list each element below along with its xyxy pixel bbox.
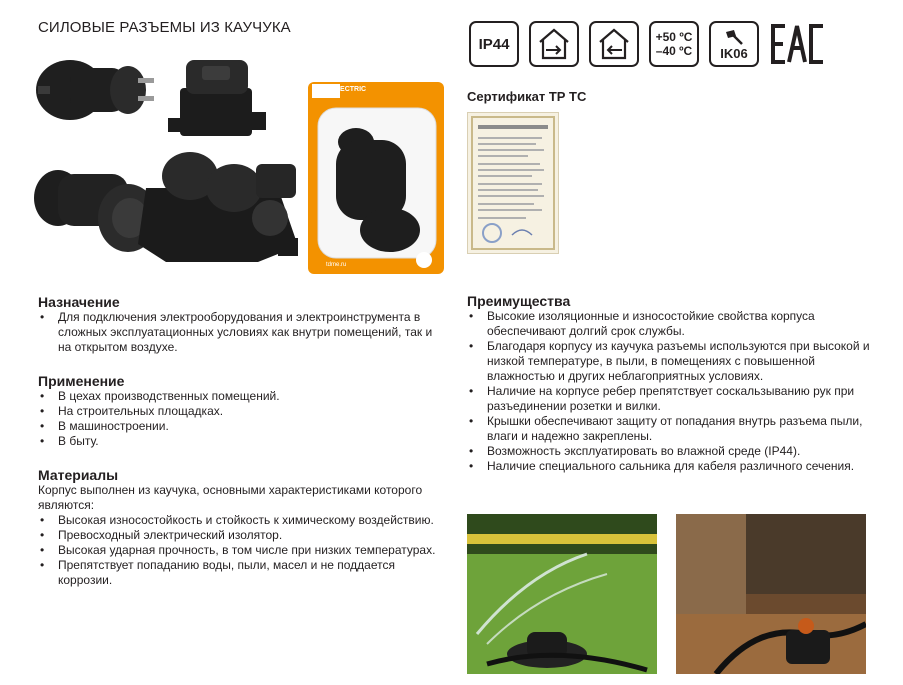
application-section [38, 373, 443, 449]
list-item: • Высокая ударная прочность, в том числе при низких температурах. [38, 543, 443, 558]
list-item: • Наличие специального сальника для кабеля различного сечения. [467, 459, 872, 474]
ip-rating-label: IP44 [478, 35, 510, 53]
package-photo [306, 80, 446, 276]
list-item: • Благодаря корпусу из каучука разъемы используются при высокой и низкой температуре, в пыли, в помещениях с повышенной влажностью и других неблагоприятных условиях. [467, 339, 872, 384]
hammer-icon [722, 28, 746, 46]
advantages-heading: Преимущества [467, 293, 571, 309]
list-item: • Крышки обеспечивают защиту от попадания внутрь разъема пыли, влаги и надежно закреплены. [467, 414, 872, 444]
page-title: СИЛОВЫЕ РАЗЪЕМЫ ИЗ КАУЧУКА [38, 19, 291, 36]
materials-list [38, 513, 443, 588]
purpose-section [38, 294, 443, 355]
list-item: • Препятствует попаданию воды, пыли, масел и не поддается коррозии. [38, 558, 443, 588]
product-photos [30, 48, 300, 276]
house-outdoor-icon [594, 26, 634, 62]
package-site: tdme.ru [326, 262, 347, 268]
list-item: • Наличие на корпусе ребер препятствует соскальзыванию рук при разъединении розетки и вилки. [467, 384, 872, 414]
eac-mark [769, 21, 827, 67]
package-brand: TDM ELECTRIC [314, 86, 367, 93]
temperature-badge [649, 21, 699, 67]
certificate-image [467, 112, 559, 254]
temperature-high: +50 ºC [655, 30, 693, 44]
list-item: • Для подключения электрооборудования и электроинструмента в сложных эксплуатационных условиях как внутри помещений, так и на открытом воздухе. [38, 310, 443, 355]
garden-photo [467, 514, 657, 674]
temperature-low: –40 ºC [655, 44, 693, 58]
list-item: • В быту. [38, 434, 443, 449]
materials-heading: Материалы [38, 467, 119, 483]
list-item: • В цехах производственных помещений. [38, 389, 443, 404]
application-list [38, 389, 443, 449]
eac-logo-icon [769, 22, 827, 66]
blister-pack-image [306, 80, 446, 276]
materials-intro: Корпус выполнен из каучука, основными характеристиками которого являются: [38, 483, 423, 512]
list-item: • Высокие изоляционные и износостойкие свойства корпуса обеспечивают долгий срок службы. [467, 309, 872, 339]
materials-section [38, 467, 443, 588]
list-item: • На строительных площадках. [38, 404, 443, 419]
list-item: • Возможность эксплуатировать во влажной среде (IP44). [467, 444, 872, 459]
purpose-heading: Назначение [38, 294, 120, 310]
garden-sprinkler-image [467, 514, 657, 674]
advantages-list [467, 309, 872, 474]
list-item: • Превосходный электрический изолятор. [38, 528, 443, 543]
certificate-document-icon [468, 113, 558, 253]
spec-badges [469, 21, 827, 67]
house-indoor-icon [534, 26, 574, 62]
impact-rating-badge [709, 21, 759, 67]
certificate-title: Сертификат ТР ТС [467, 89, 587, 104]
advantages-section [467, 293, 872, 474]
workshop-connector-image [676, 514, 866, 674]
rubber-connectors-image [30, 48, 300, 276]
application-heading: Применение [38, 373, 125, 389]
house-outdoor-icon [589, 21, 639, 67]
house-indoor-icon [529, 21, 579, 67]
list-item: • Высокая износостойкость и стойкость к химическому воздействию. [38, 513, 443, 528]
workshop-photo [676, 514, 866, 674]
impact-rating-label: IK06 [720, 45, 748, 61]
purpose-list [38, 310, 443, 355]
list-item: • В машиностроении. [38, 419, 443, 434]
ip-rating-badge [469, 21, 519, 67]
